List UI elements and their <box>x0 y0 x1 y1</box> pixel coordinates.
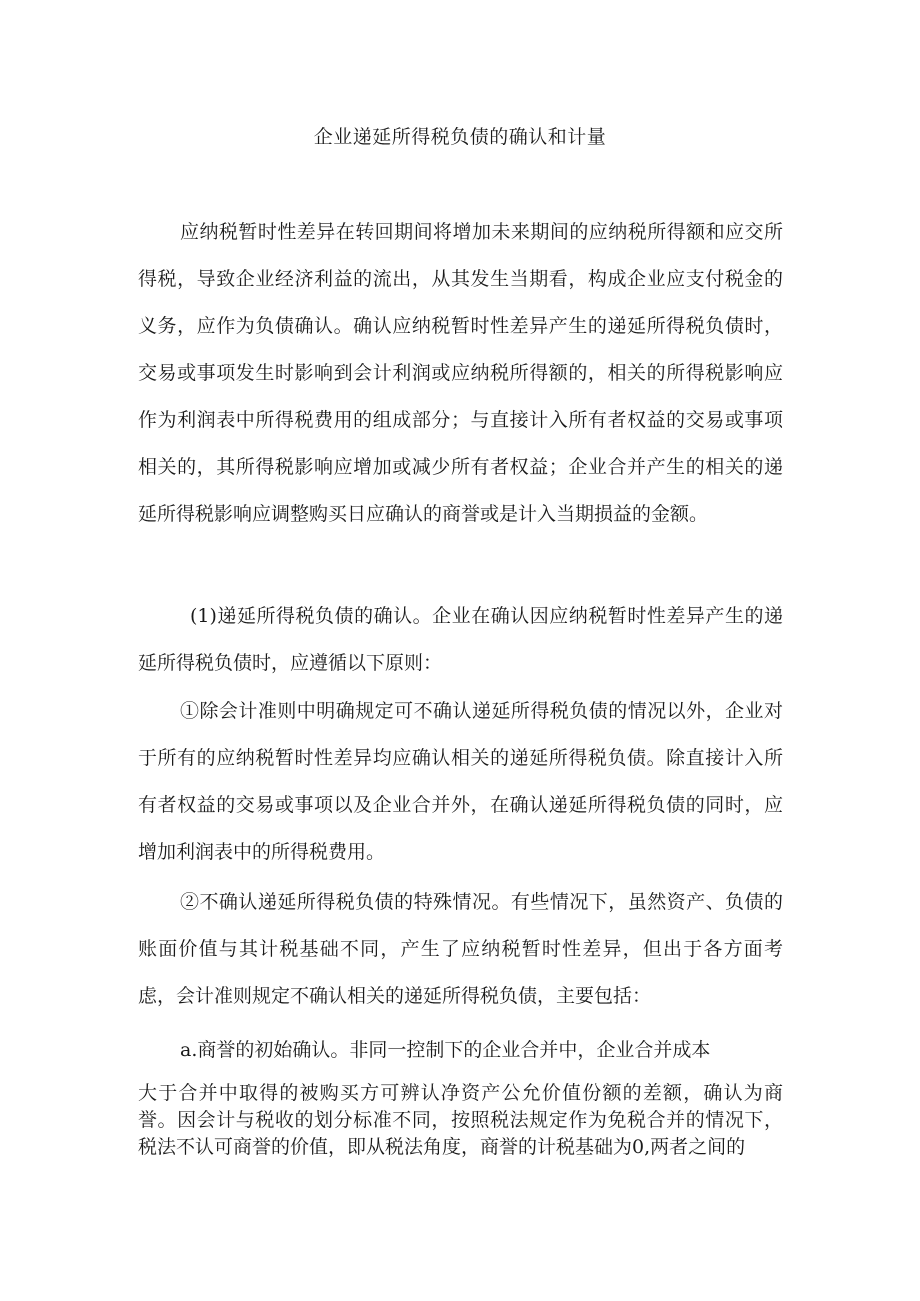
paragraph-goodwill-heading: a.商誉的初始确认。非同一控制下的企业合并中，企业合并成本 <box>180 1039 711 1061</box>
paragraph-intro: 应纳税暂时性差异在转回期间将增加未来期间的应纳税所得额和应交所得税，导致企业经济利益的流出，从其发生当期看，构成企业应支付税金的义务，应作为负债确认。确认应纳税暂时性差异产生的递延所得税负债时，交易或事项发生时影响到会计利润或应纳税所得额的，相关的所得税影响应作为利润表中所得税费用的组成部分；与直接计入所有者权益的交易或事项相关的，其所得税影响应增加或减少所有者权益；企业合并产生的相关的递延所得税影响应调整购买日应确认的商誉或是计入当期损益的金额。 <box>138 221 783 525</box>
paragraph-principle-1: ①除会计准则中明确规定可不确认递延所得税负债的情况以外，企业对于所有的应纳税暂时性差异均应确认相关的递延所得税负债。除直接计入所有者权益的交易或事项以及企业合并外，在确认递延所得税负债的同时，应增加利润表中的所得税费用。 <box>138 700 783 863</box>
paragraph-principle-2: ②不确认递延所得税负债的特殊情况。有些情况下，虽然资产、负债的账面价值与其计税基础不同，产生了应纳税暂时性差异，但出于各方面考虑，会计准则规定不确认相关的递延所得税负债，主要包括： <box>138 891 783 1007</box>
document-title: 企业递延所得税负债的确认和计量 <box>313 126 607 148</box>
paragraph-goodwill-detail: 大于合并中取得的被购买方可辨认净资产公允价值份额的差额，确认为商誉。因会计与税收的划分标准不同，按照税法规定作为免税合并的情况下，税法不认可商誉的价值，即从税法角度，商誉的计税基础为0,两者之间的 <box>138 1082 783 1158</box>
paragraph-recognition-heading: (1)递延所得税负债的确认。企业在确认因应纳税暂时性差异产生的递延所得税负债时，应遵循以下原则： <box>138 605 783 674</box>
